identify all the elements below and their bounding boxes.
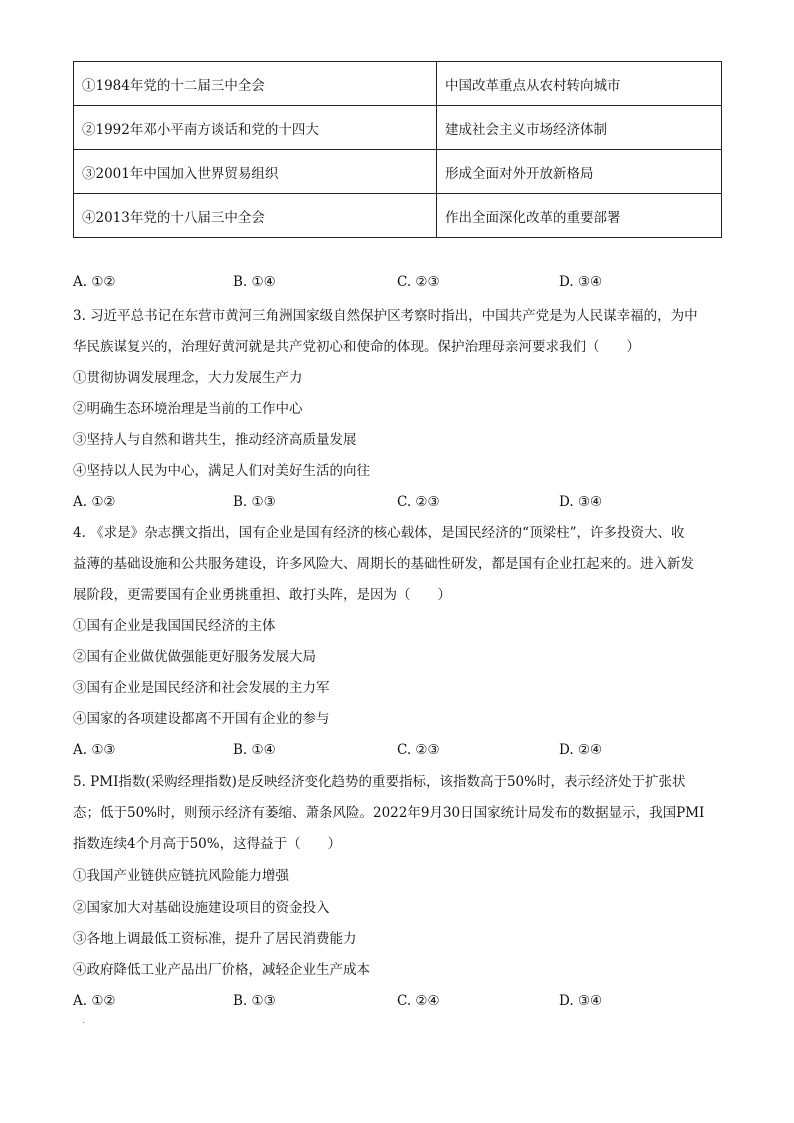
result-cell: 形成全面对外开放新格局 [437, 150, 722, 194]
q5-item: ①我国产业链供应链抗风险能力增强 [73, 868, 289, 884]
q4-options [73, 740, 733, 760]
table-row [74, 194, 722, 238]
q3-item: ③坚持人与自然和谐共生，推动经济高质量发展 [73, 432, 357, 448]
option-c[interactable]: C. ②③ [397, 274, 440, 290]
result-cell: 建成社会主义市场经济体制 [437, 106, 722, 150]
q3-item: ①贯彻协调发展理念，大力发展生产力 [73, 370, 303, 386]
footer-mark: . [82, 1016, 85, 1025]
option-b[interactable]: B. ①③ [233, 494, 276, 510]
table-row [74, 106, 722, 150]
option-d[interactable]: D. ③④ [559, 274, 603, 290]
q5-stem-line: 态；低于50%时，则预示经济有萎缩、萧条风险。2022年9月30日国家统计局发布的数据显示，我国PMI [73, 805, 705, 821]
option-b[interactable]: B. ①③ [233, 993, 276, 1009]
option-b[interactable]: B. ①④ [233, 274, 276, 290]
result-cell: 作出全面深化改革的重要部署 [437, 194, 722, 238]
result-cell: 中国改革重点从农村转向城市 [437, 62, 722, 106]
q5-item: ④政府降低工业产品出厂价格，减轻企业生产成本 [73, 962, 370, 978]
option-a[interactable]: A. ①② [73, 993, 116, 1009]
option-d[interactable]: D. ③④ [559, 993, 603, 1009]
q4-stem-line: 4. 《求是》杂志撰文指出，国有企业是国有经济的核心载体，是国民经济的“顶梁柱”，许多投资大、收 [73, 525, 685, 541]
table-row [74, 62, 722, 106]
q4-item: ④国家的各项建设都离不开国有企业的参与 [73, 711, 330, 727]
event-cell: ①1984年党的十二届三中全会 [74, 62, 437, 106]
option-c[interactable]: C. ②③ [397, 494, 440, 510]
q3-item: ④坚持以人民为中心，满足人们对美好生活的向往 [73, 463, 370, 479]
q4-item: ②国有企业做优做强能更好服务发展大局 [73, 649, 316, 665]
option-a[interactable]: A. ①③ [73, 742, 116, 758]
q3-stem-line: 3. 习近平总书记在东营市黄河三角洲国家级自然保护区考察时指出，中国共产党是为人民谋幸福的，为中 [73, 308, 698, 324]
q5-item: ③各地上调最低工资标准，提升了居民消费能力 [73, 931, 357, 947]
q4-stem-line: 益薄的基础设施和公共服务建设，许多风险大、周期长的基础性研发，都是国有企业扛起来的。进入新发 [73, 556, 694, 572]
option-c[interactable]: C. ②③ [397, 742, 440, 758]
q3-item: ②明确生态环境治理是当前的工作中心 [73, 401, 303, 417]
option-d[interactable]: D. ②④ [559, 742, 603, 758]
q5-options [73, 991, 733, 1011]
q5-stem-line: 指数连续4个月高于50%，这得益于（ ） [73, 836, 342, 852]
event-cell: ③2001年中国加入世界贸易组织 [74, 150, 437, 194]
option-a[interactable]: A. ①② [73, 274, 116, 290]
q5-item: ②国家加大对基础设施建设项目的资金投入 [73, 900, 330, 916]
event-cell: ②1992年邓小平南方谈话和党的十四大 [74, 106, 437, 150]
q4-item: ③国有企业是国民经济和社会发展的主力军 [73, 680, 330, 696]
table-row [74, 150, 722, 194]
option-d[interactable]: D. ③④ [559, 494, 603, 510]
q5-stem-line: 5. PMI指数(采购经理指数)是反映经济变化趋势的重要指标，该指数高于50%时，表示经济处于扩张状 [73, 774, 686, 790]
option-a[interactable]: A. ①② [73, 494, 116, 510]
events-table [73, 61, 722, 238]
q3-options [73, 492, 733, 512]
event-cell: ④2013年党的十八届三中全会 [74, 194, 437, 238]
q2-options [73, 272, 733, 292]
option-c[interactable]: C. ②④ [397, 993, 440, 1009]
q3-stem-line: 华民族谋复兴的，治理好黄河就是共产党初心和使命的体现。保护治理母亲河要求我们（ ） [73, 339, 640, 355]
option-b[interactable]: B. ①④ [233, 742, 276, 758]
q4-item: ①国有企业是我国国民经济的主体 [73, 618, 276, 634]
q4-stem-line: 展阶段，更需要国有企业勇挑重担、敢打头阵，是因为（ ） [73, 587, 451, 603]
